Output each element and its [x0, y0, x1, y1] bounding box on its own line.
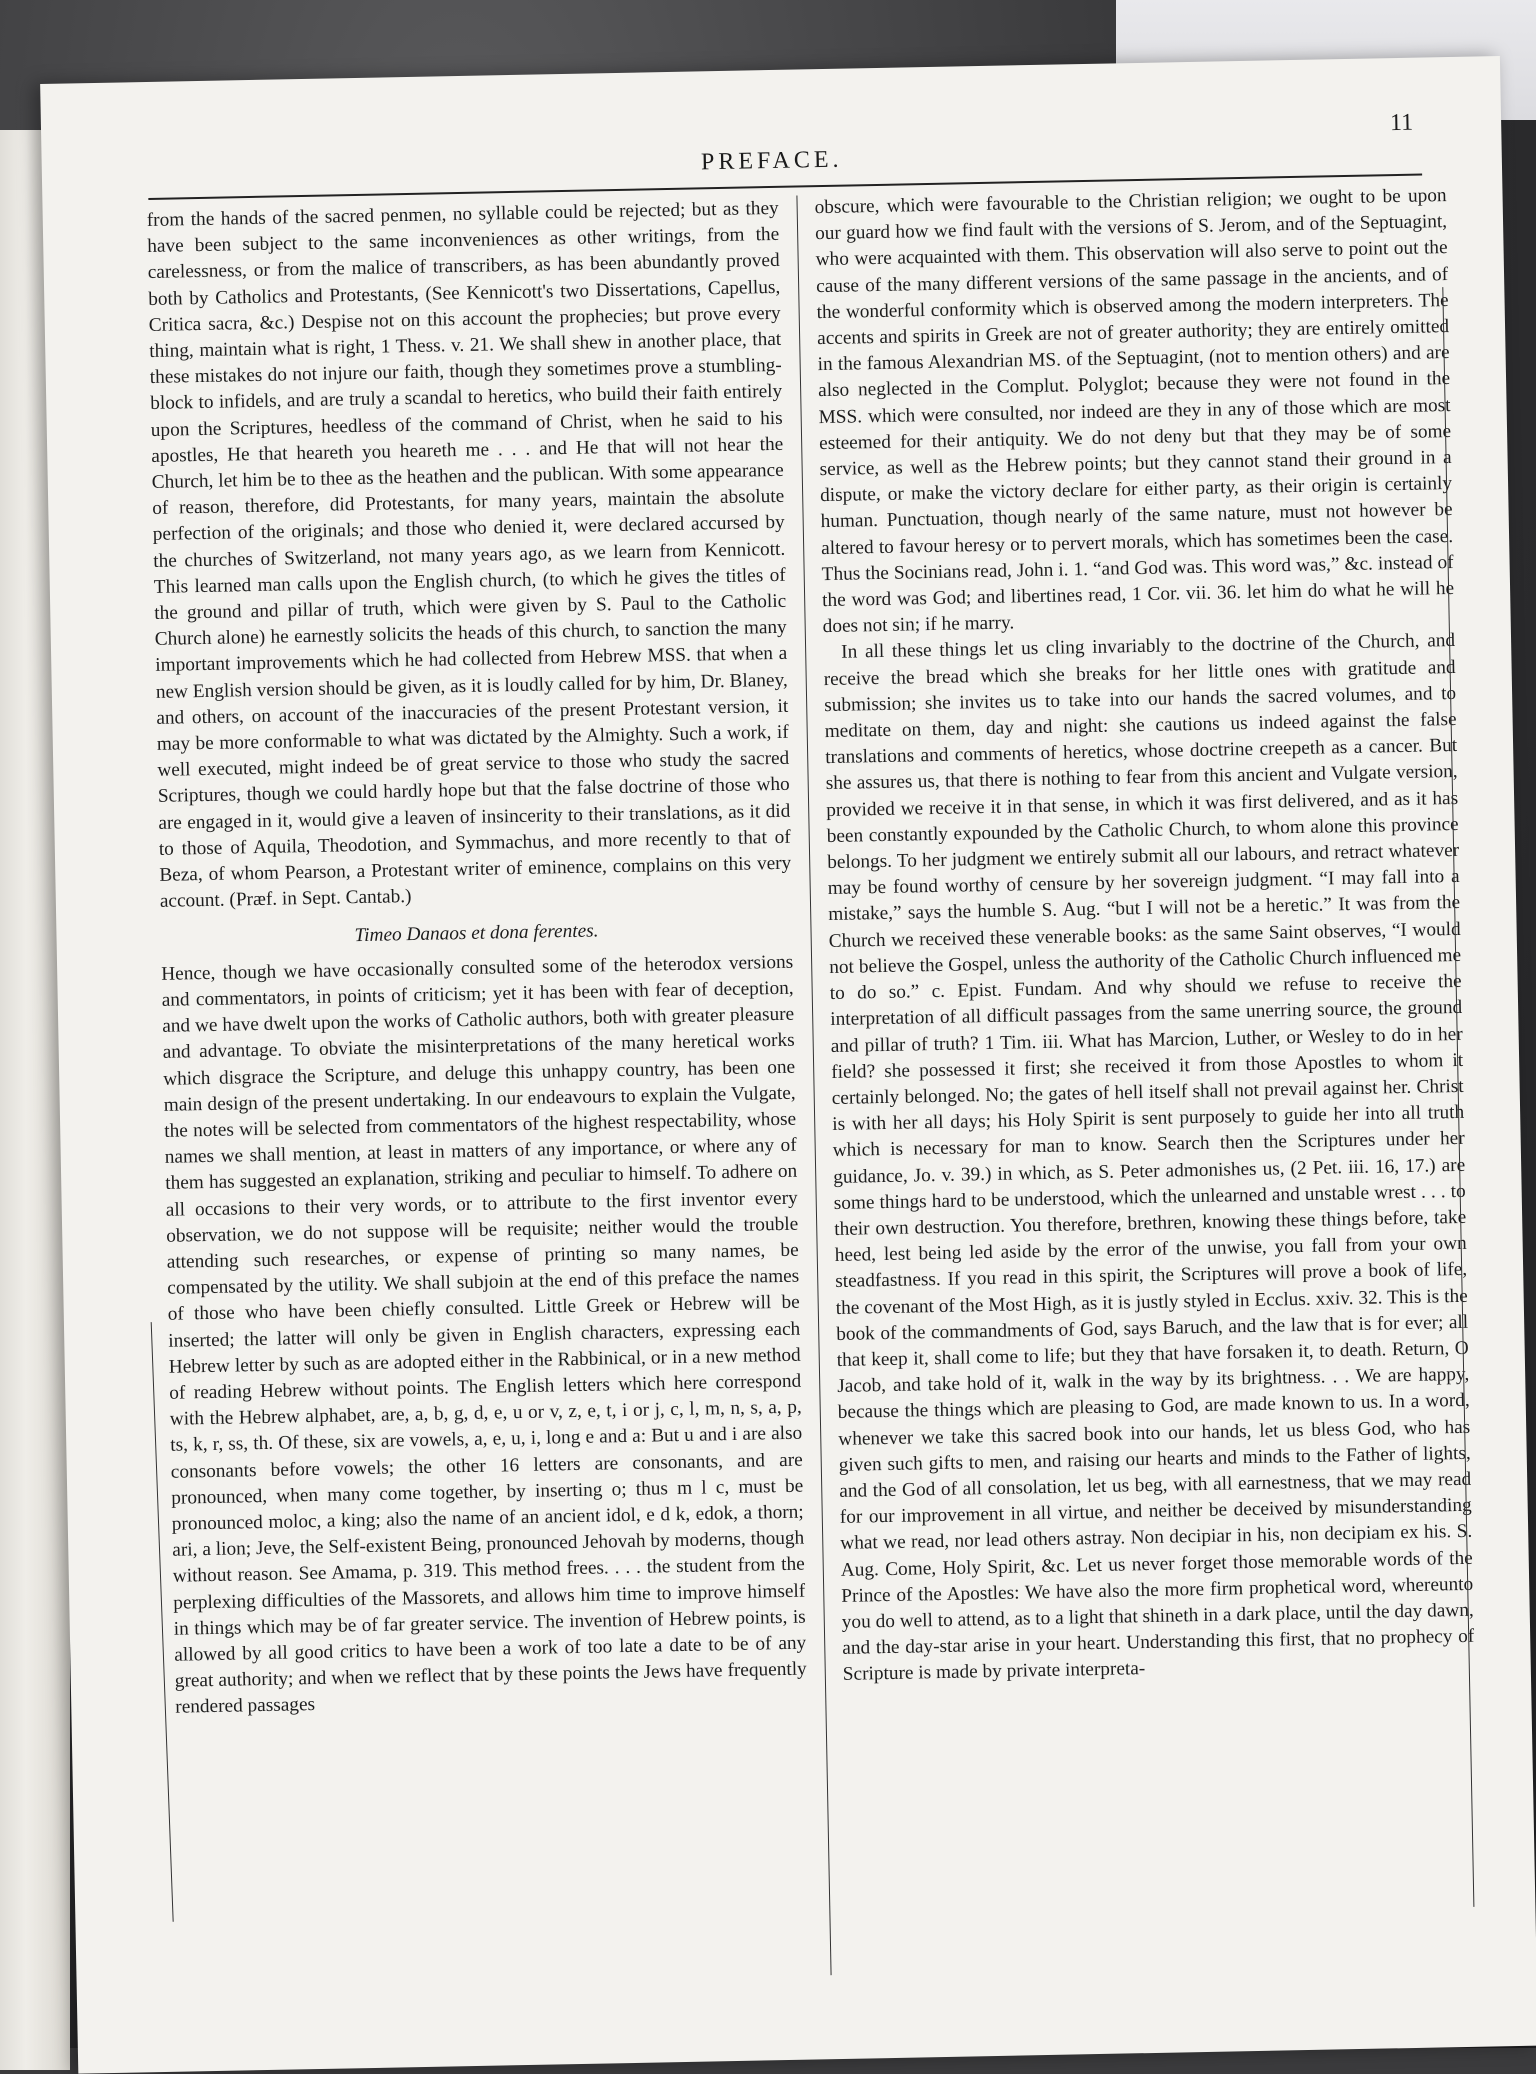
right-column [814, 183, 1480, 1975]
left-column [147, 196, 813, 1988]
text-columns [147, 183, 1501, 1988]
latin-heading: Timeo Danaos et dona ferentes. [354, 920, 599, 947]
page-number: 11 [1389, 109, 1414, 137]
left-paragraph-2: Hence, though we have occasionally consulted some of the heterodox versions and commentators, in points of criticism; yet it has been with fear of deception, and we have dwelt upon the works of Catholic authors, both with greater pleasure and advantage. To obviate the misinterpretations of the many heretical works which disgrace the Scripture, and deluge this unhappy country, has been one main design of the present undertaking. In our endeavours to explain the Vulgate, the notes will be selected from commentators of the highest respectability, whose names we shall mention, at least in matters of any importance, or where any of them has suggested an explanation, striking and peculiar to himself. To adhere on all occasions to their very words, or to attribute to the first inventor every observation, we do not suppose will be requisite; neither would the trouble attending such researches, or expense of printing so many names, be compensated by the utility. We shall subjoin at the end of this preface the names of those who have been chiefly consulted. Little Greek or Hebrew will be inserted; the latter will only be given in English characters, expressing each Hebrew letter by such as are adopted either in the Rabbinical, or in a new method of reading Hebrew without points. The English letters which here correspond with the Hebrew alphabet, are, a, b, g, d, e, u or v, z, e, t, i or j, c, l, m, n, s, a, p, ts, k, r, ss, th. Of these, six are vowels, a, e, u, i, long e and a: But u and i are also consonants before vowels; the other 16 letters are consonants, and are pronounced, when many come together, by inserting o; thus m l c, must be pronounced moloc, a king; also the name of an ancient idol, e d k, edok, a thorn; ari, a lion; Jeve, the Self-existent Being, pronounced Jehovah by moderns, though without reason. See Amama, p. 319. This method frees. . . . the student from the perplexing difficulties of the Massorets, and allows him time to improve himself in things which may be of far greater service. The invention of Hebrew points, is allowed by all good critics to have been a work of too late a date to be of any great authority; and when we reflect that by these points the Jews have frequently rendered passages [161, 951, 807, 1719]
left-paragraph-1: from the hands of the sacred penmen, no syllable could be rejected; but as they have been subject to the same inconveniences as other writings, from the carelessness, or from the malice of transcribers, as has been abundantly proved both by Catholics and Protestants, (See Kennicott's two Dissertations, Capellus, Critica sacra, &c.) Despise not on this account the prophecies; but prove every thing, maintain what is right, 1 Thess. v. 21. We shall shew in another place, that these mistakes do not injure our faith, though they sometimes prove a stumbling-block to infidels, and are truly a scandal to heretics, who build their faith entirely upon the Scriptures, heedless of the command of Christ, when he said to his apostles, He that heareth you heareth me . . . and He that will not hear the Church, let him be to thee as the heathen and the publican. With some appearance of reason, therefore, did Protestants, for many years, maintain the absolute perfection of the originals; and those who denied it, were declared accursed by the churches of Switzerland, not many years ago, as we learn from Kennicott. This learned man calls upon the English church, (to which he gives the titles of the ground and pillar of truth, which were given by S. Paul to the Catholic Church alone) he earnestly solicits the heads of this church, to sanction the many important improvements which he had collected from Hebrew MSS. that when a new English version should be given, as it is loudly called for by him, Dr. Blaney, and others, on account of the inaccuracies of the present Protestant version, it may be more conformable to what was dictated by the Almighty. Such a work, if well executed, might indeed be of great service to those who study the sacred Scriptures, though we could hardly hope but that the false doctrine of those who are engaged in it, would give a leaven of insincerity to their translations, as it did to those of Aquila, Theodotion, and Symmachus, and more recently to that of Beza, of whom Pearson, a Protestant writer of eminence, complains on this very account. (Præf. in Sept. Cantab.) [146, 197, 792, 913]
book-page [40, 56, 1536, 2074]
right-paragraph-2: In all these things let us cling invariably to the doctrine of the Church, and receive the bread which she breaks for her little ones with gratitude and submission; she invites us to take into our hands the sacred volumes, and to meditate on them, day and night: she cautions us indeed against the false translations and comments of heretics, whose doctrine creepeth as a cancer. But she assures us, that there is nothing to fear from this ancient and Vulgate version, provided we receive it in that sense, in which it was first delivered, and as it has been constantly expounded by the Catholic Church, to whom alone this province belongs. To her judgment we entirely submit all our labours, and retract whatever may be found worthy of censure by her sovereign judgment. “I may fall into a mistake,” says the humble S. Aug. “but I will not be a heretic.” It was from the Church we received these venerable books: as the same Saint observes, “I would not believe the Gospel, unless the authority of the Catholic Church influenced me to do so.” c. Epist. Fundam. And why should we refuse to receive the interpretation of all difficult passages from the same unerring source, the ground and pillar of truth? 1 Tim. iii. What has Marcion, Luther, or Wesley to do in her field? she possessed it first; she received it from those Apostles to whom it certainly belonged. No; the gates of hell itself shall not prevail against her. Christ is with her all days; his Holy Spirit is sent purposely to guide her into all truth which is necessary for man to know. Search then the Scriptures under her guidance, Jo. v. 39.) in which, as S. Peter admonishes us, (2 Pet. iii. 16, 17.) are some things hard to be understood, which the unlearned and unstable wrest . . . to their own destruction. You therefore, brethren, knowing these things before, take heed, lest being led aside by the error of the unwise, you fall from your own steadfastness. If you read in this spirit, the Scriptures will prove a book of life, the covenant of the Most High, as it is justly styled in Ecclus. xxiv. 32. This is the book of the commandments of God, says Baruch, and the law that is for ever; all that keep it, shall come to life; but they that have forsaken it, to death. Return, O Jacob, and take hold of it, walk in the way by its brightness. . . We are happy, because the things which are pleasing to God, are made known to us. In a word, whenever we take this sacred book into our hands, let us bless God, who has given such gifts to men, and raising our hearts and minds to the Father of lights, and the God of all consolation, let us beg, with all earnestness, that we may read for our improvement in all virtue, and neither be deceived by misunderstanding what we read, nor lead others astray. Non decipiar in his, non decipiam ex his. S. Aug. Come, Holy Spirit, &c. Let us never forget those memorable words of the Prince of the Apostles: We have also the more firm prophetical word, whereunto you do well to attend, as to a light that shineth in a dark place, until the day dawn, and the day-star arise in your heart. Understanding this first, that no prophecy of Scripture is made by private interpreta- [823, 630, 1475, 1686]
right-paragraph-1: obscure, which were favourable to the Christian religion; we ought to be upon our guard how we find fault with the versions of S. Jerom, and of the Septuagint, who were acquainted with them. This observation will also serve to point out the cause of the many different versions of the same passage in the ancients, and of the wonderful conformity which is observed among the modern interpreters. The accents and spirits in Greek are not of greater authority; they are entirely omitted in the famous Alexandrian MS. of the Septuagint, (not to mention others) and are also neglected in the Complut. Polyglot; because they were not found in the MSS. which were consulted, nor indeed are they in any of those which are most esteemed for their antiquity. We do not deny but that they may be of some service, as well as the Hebrew points; but they cannot stand their ground in a dispute, or make the victory declare for either party, as their origin is certainly human. Punctuation, though nearly of the same nature, must not however be altered to favour heresy or to pervert morals, which has sometimes been the case. Thus the Socinians read, John i. 1. “and God was. This word was,” &c. instead of the word was God; and libertines read, 1 Cor. vii. 36. let him do what he will he does not sin; if he marry. [814, 185, 1455, 638]
page-title: PREFACE. [700, 146, 843, 176]
